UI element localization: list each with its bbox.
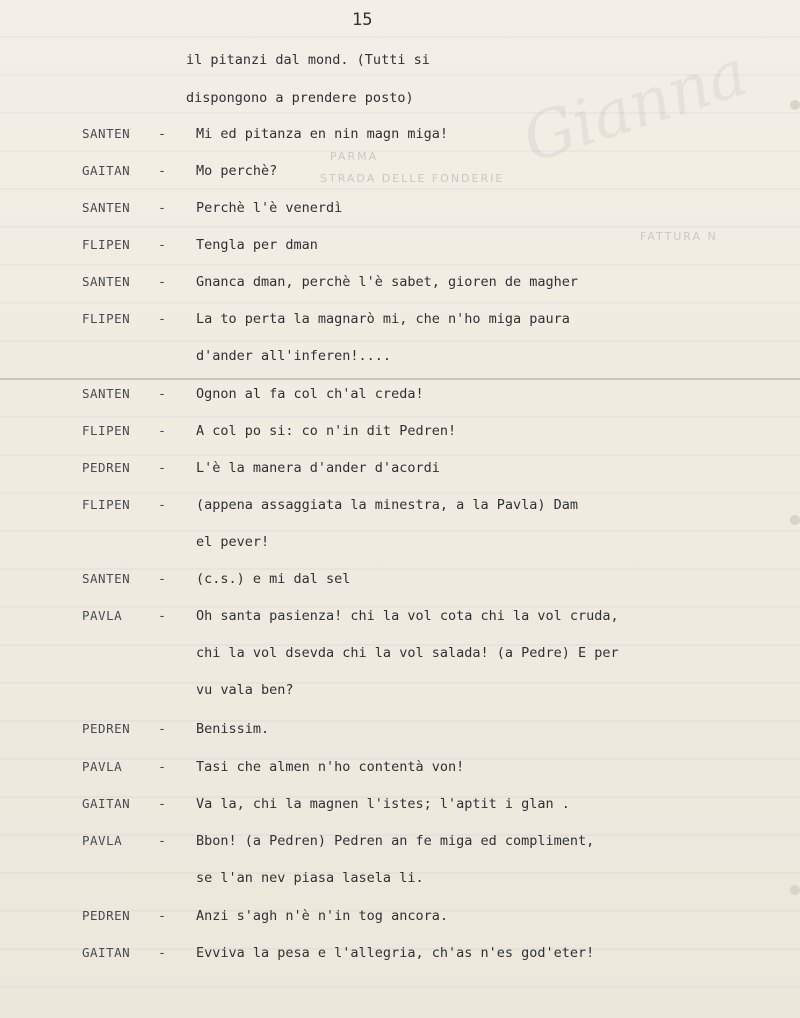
line-text: Va la, chi la magnen l'istes; l'aptit i glan . [196,796,570,812]
speaker-dash: - [158,497,167,513]
line-text: il pitanzi dal mond. (Tutti si [186,52,430,68]
speaker-name: PAVLA [82,833,123,848]
script-line [0,456,800,480]
speaker-name: PAVLA [82,608,123,623]
speaker-dash: - [158,237,167,253]
speaker-dash: - [158,796,167,812]
speaker-name: SANTEN [82,200,131,215]
page-number: 15 [352,10,373,30]
line-text: Tengla per dman [196,237,318,253]
script-line [0,567,800,591]
speaker-dash: - [158,833,167,849]
speaker-dash: - [158,721,167,737]
line-text: (appena assaggiata la minestra, a la Pavla) Dam [196,497,579,513]
speaker-name: PEDREN [82,721,131,736]
speaker-dash: - [158,945,167,961]
script-line [0,493,800,517]
line-text: Mi ed pitanza en nin magn miga! [196,126,448,142]
speaker-name: GAITAN [82,163,131,178]
speaker-dash: - [158,274,167,290]
speaker-name: GAITAN [82,796,131,811]
line-text: Perchè l'è venerdì [196,200,343,216]
speaker-name: FLIPEN [82,423,131,438]
line-text: Benissim. [196,721,270,737]
line-text: el pever! [196,534,270,550]
speaker-name: FLIPEN [82,497,131,512]
script-line [0,904,800,928]
line-text: Mo perchè? [196,163,278,179]
script-line [0,717,800,741]
script-line [0,382,800,406]
line-text: A col po si: co n'in dit Pedren! [196,423,457,439]
letterhead-street: STRADA DELLE FONDERIE [320,172,505,185]
paper-fold-line [0,378,800,380]
letterhead-invoice-label: FATTURA N [640,230,718,243]
script-line [0,641,800,665]
script-line [0,604,800,628]
speaker-dash: - [158,200,167,216]
speaker-name: PAVLA [82,759,123,774]
line-text: d'ander all'inferen!.... [196,348,392,364]
line-text: La to perta la magnarò mi, che n'ho miga paura [196,311,570,327]
letterhead-city: PARMA [330,150,379,163]
speaker-dash: - [158,163,167,179]
script-line [0,866,800,890]
line-text: Tasi che almen n'ho contentà von! [196,759,465,775]
speaker-dash: - [158,608,167,624]
script-line [0,792,800,816]
speaker-name: FLIPEN [82,311,131,326]
script-line [0,678,800,702]
speaker-dash: - [158,759,167,775]
script-line [0,344,800,368]
script-line [0,233,800,257]
line-text: L'è la manera d'ander d'acordi [196,460,440,476]
line-text: chi la vol dsevda chi la vol salada! (a Pedre) E per [196,645,619,661]
speaker-name: SANTEN [82,571,131,586]
speaker-name: SANTEN [82,274,131,289]
line-text: Ognon al fa col ch'al creda! [196,386,424,402]
line-text: Evviva la pesa e l'allegria, ch'as n'es god'eter! [196,945,595,961]
speaker-dash: - [158,460,167,476]
line-text: dispongono a prendere posto) [186,90,414,106]
speaker-name: PEDREN [82,460,131,475]
line-text: (c.s.) e mi dal sel [196,571,351,587]
line-text: Anzi s'agh n'è n'in tog ancora. [196,908,448,924]
speaker-name: GAITAN [82,945,131,960]
line-text: Bbon! (a Pedren) Pedren an fe miga ed compliment, [196,833,595,849]
script-line [0,196,800,220]
script-line [0,307,800,331]
script-line [0,829,800,853]
speaker-dash: - [158,126,167,142]
script-line [0,159,800,183]
script-line [0,755,800,779]
script-line [0,122,800,146]
speaker-dash: - [158,908,167,924]
line-text: Gnanca dman, perchè l'è sabet, gioren de magher [196,274,579,290]
speaker-dash: - [158,311,167,327]
script-line [0,941,800,965]
script-line [0,48,800,72]
line-text: vu vala ben? [196,682,294,698]
script-line [0,530,800,554]
speaker-name: FLIPEN [82,237,131,252]
line-text: se l'an nev piasa lasela li. [196,870,424,886]
script-line [0,270,800,294]
letterhead-watermark: Gianna [514,36,757,178]
script-line [0,86,800,110]
speaker-dash: - [158,423,167,439]
speaker-dash: - [158,386,167,402]
speaker-dash: - [158,571,167,587]
line-text: Oh santa pasienza! chi la vol cota chi la vol cruda, [196,608,619,624]
speaker-name: SANTEN [82,126,131,141]
speaker-name: PEDREN [82,908,131,923]
speaker-name: SANTEN [82,386,131,401]
script-line [0,419,800,443]
